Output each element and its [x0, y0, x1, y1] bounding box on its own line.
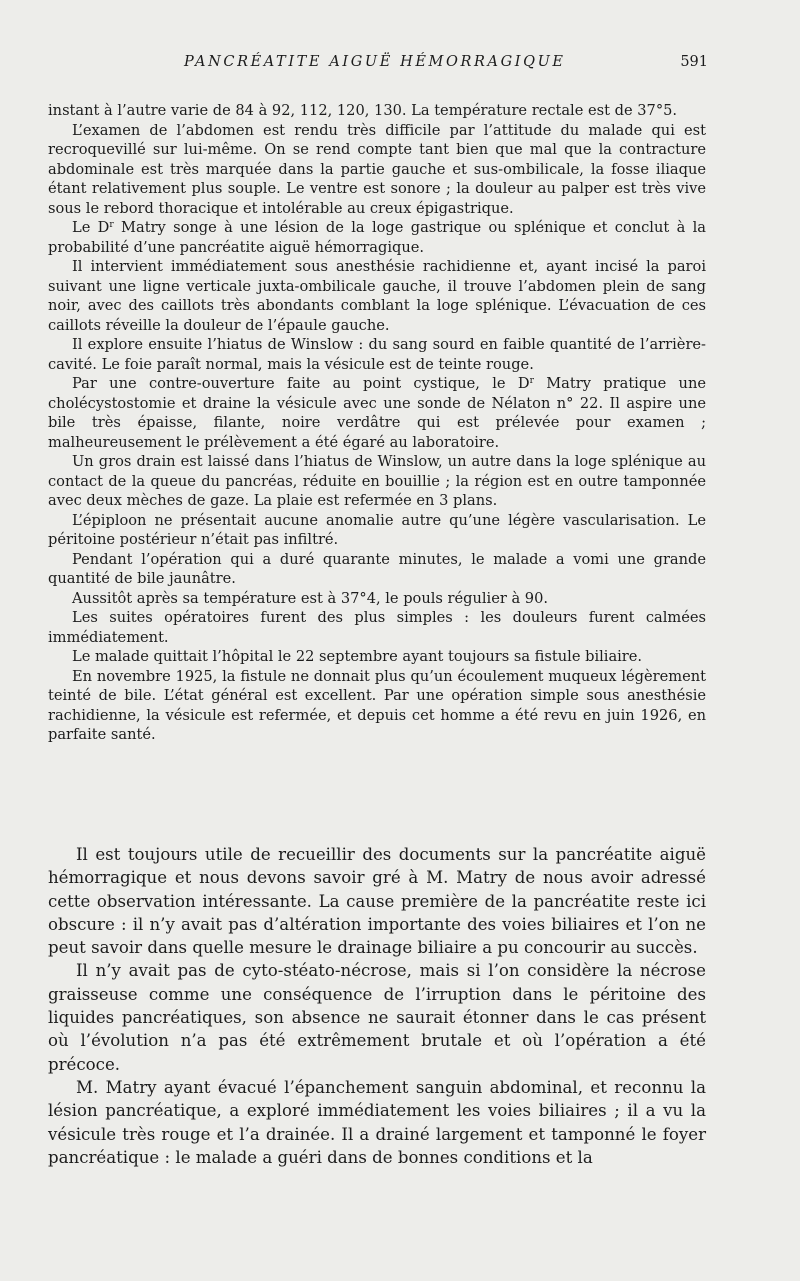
paragraph: Les suites opératoires furent des plus simples : les douleurs furent calmées immédiatement.: [48, 609, 706, 646]
page-header: [48, 54, 708, 78]
paragraph: Il est toujours utile de recueillir des documents sur la pancréatite aiguë hémorragique et nous devons savoir gré à M. Matry de nous avoir adressé cette observation intéressante. La cause première de la pancréatite reste ici obscure : il n’y avait pas d’altération importante des voies biliaires et l’on ne peut savoir dans quelle mesure le drainage biliaire a pu concourir au succès.: [48, 845, 706, 958]
paragraph: Il n’y avait pas de cyto-stéato-nécrose, mais si l’on considère la nécrose graisseuse comme une conséquence de l’irruption dans le péritoine des liquides pancréatiques, son absence ne saurait étonner dans le cas présent où l’évolution n’a pas été extrêmement brutale et où l’opération a été précoce.: [48, 961, 706, 1074]
paragraph: Le malade quittait l’hôpital le 22 septembre ayant toujours sa fistule biliaire.: [72, 648, 643, 665]
paragraph: Un gros drain est laissé dans l’hiatus de Winslow, un autre dans la loge splénique au contact de la queue du pancréas, réduite en bouillie ; la région est en outre tamponnée avec deux mèches de gaze. La plaie est refermée en 3 plans.: [48, 453, 706, 509]
paragraph: Aussitôt après sa température est à 37°4, le pouls régulier à 90.: [72, 589, 549, 607]
paragraph: Pendant l’opération qui a duré quarante minutes, le malade a vomi une grande quantité de bile jaunâtre.: [48, 550, 706, 587]
case-observation: [48, 101, 706, 745]
paragraph: L’examen de l’abdomen est rendu très difficile par l’attitude du malade qui est recroquevillé sur lui-même. On se rend compte tant bien que mal que la contracture abdominale est très marquée dans la partie gauche et sus-ombilicale, la fosse iliaque étant relativement plus souple. Le ventre est sonore ; la douleur au palper est très vive sous le rebord thoracique et intolérable au creux épigastrique.: [48, 121, 706, 217]
superscript: r: [109, 220, 114, 231]
paragraph-text: Par une contre-ouverture faite au point cystique, le D: [72, 375, 530, 392]
superscript: r: [529, 376, 534, 387]
paragraph: [48, 374, 706, 452]
paragraph-text: Matry pratique une cholécystostomie et draine la vésicule avec une sonde de Nélaton n° 22. Il aspire une bile très épaisse, filante, noire verdâtre qui est prélevée pour examen ; malheureusement le prélèvement a été égaré au laboratoire.: [48, 375, 706, 451]
paragraph: [48, 218, 706, 257]
paragraph: Il explore ensuite l’hiatus de Winslow : du sang sourd en faible quantité de l’arrière-cavité. Le foie paraît normal, mais la vésicule est de teinte rouge.: [48, 336, 706, 373]
running-title: PANCRÉATITE AIGUË HÉMORRAGIQUE: [184, 54, 566, 70]
paragraph-text: Matry songe à une lésion de la loge gastrique ou splénique et conclut à la probabilité d’une pancréatite aiguë hémorragique.: [48, 219, 706, 256]
page-number: 591: [680, 54, 708, 70]
paragraph: L’épiploon ne présentait aucune anomalie autre qu’une légère vascularisation. Le péritoine postérieur n’était pas infiltré.: [48, 511, 706, 548]
paragraph: instant à l’autre varie de 84 à 92, 112, 120, 130. La température rectale est de 37°5.: [48, 102, 678, 119]
paragraph: M. Matry ayant évacué l’épanchement sanguin abdominal, et reconnu la lésion pancréatique, a exploré immédiatement les voies biliaires ; il a vu la vésicule très rouge et l’a drainée. Il a drainé largement et tamponné le foyer pancréatique : le malade a guéri dans de bonnes conditions et la: [48, 1077, 706, 1167]
paragraph: En novembre 1925, la fistule ne donnait plus qu’un écoulement muqueux légèrement teinté de bile. L’état général est excellent. Par une opération simple sous anesthésie rachidienne, la vésicule est refermée, et depuis cet homme a été revu en juin 1926, en parfaite santé.: [48, 667, 706, 743]
paragraph: Il intervient immédiatement sous anesthésie rachidienne et, ayant incisé la paroi suivant une ligne verticale juxta-ombilicale gauche, il trouve l’abdomen plein de sang noir, avec des caillots très abondants comblant la loge splénique. L’évacuation de ces caillots réveille la douleur de l’épaule gauche.: [48, 258, 706, 334]
discussion: [48, 843, 706, 1169]
paragraph-text: Le D: [72, 219, 110, 236]
